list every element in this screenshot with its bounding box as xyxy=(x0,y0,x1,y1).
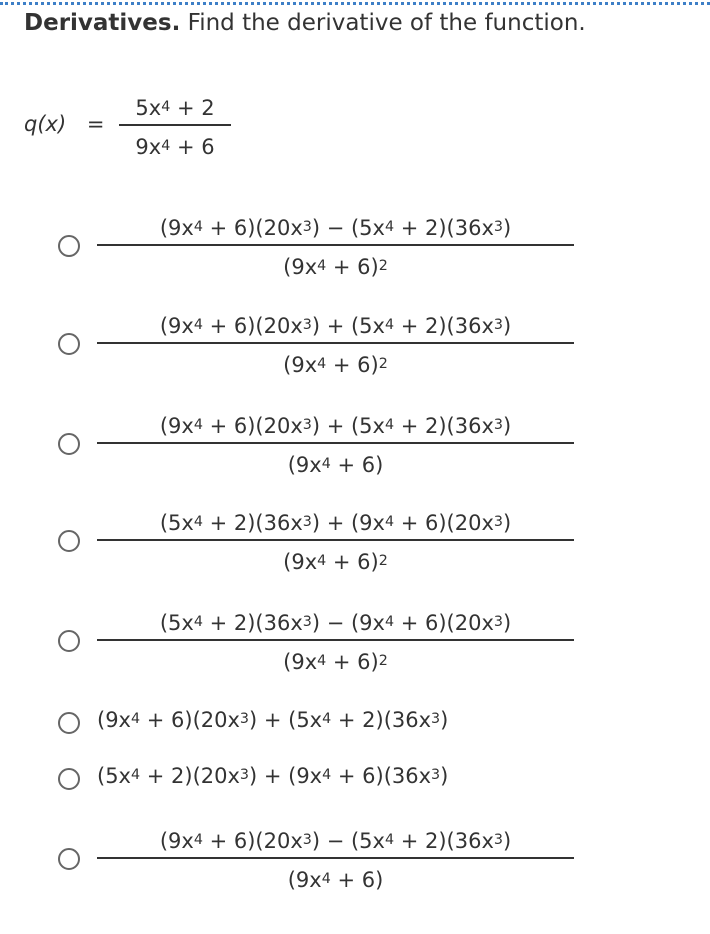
radio-button[interactable] xyxy=(58,712,80,734)
option-denominator: $(9x^4 + 6)$ xyxy=(287,453,384,477)
question-title: Derivatives. xyxy=(24,10,181,36)
option-fraction xyxy=(97,605,574,677)
option-numerator: $(9x^4 + 6)(20x^3) + (5x^4 + 2)(36x^3)$ xyxy=(159,314,512,338)
fraction-bar xyxy=(97,539,574,541)
radio-button[interactable] xyxy=(58,333,80,355)
option-denominator: $(9x^4 + 6)^2$ xyxy=(283,550,388,574)
radio-button[interactable] xyxy=(58,630,80,652)
equals-sign: = xyxy=(86,112,105,136)
option-fraction xyxy=(97,308,574,380)
option-fraction xyxy=(97,210,574,282)
fraction-bar xyxy=(119,124,231,126)
fraction-bar xyxy=(97,342,574,344)
option-denominator: $(9x^4 + 6)^2$ xyxy=(283,255,388,279)
radio-button[interactable] xyxy=(58,235,80,257)
function-denominator: $9x^4 + 6$ xyxy=(135,135,215,159)
question-header xyxy=(24,10,586,36)
option-expression: $(9x^4 + 6)(20x^3) + (5x^4 + 2)(36x^3)$ xyxy=(97,708,449,732)
option-numerator: $(5x^4 + 2)(36x^3) - (9x^4 + 6)(20x^3)$ xyxy=(159,611,512,635)
option-fraction xyxy=(97,505,574,577)
radio-button[interactable] xyxy=(58,530,80,552)
option-numerator: $(9x^4 + 6)(20x^3) - (5x^4 + 2)(36x^3)$ xyxy=(159,216,512,240)
option-numerator: $(9x^4 + 6)(20x^3) - (5x^4 + 2)(36x^3)$ xyxy=(159,829,512,853)
function-name: q(x) xyxy=(24,112,67,136)
function-fraction xyxy=(119,90,231,160)
radio-button[interactable] xyxy=(58,848,80,870)
option-denominator: $(9x^4 + 6)$ xyxy=(287,868,384,892)
question-instruction: Find the derivative of the function. xyxy=(187,10,586,36)
fraction-bar xyxy=(97,244,574,246)
option-denominator: $(9x^4 + 6)^2$ xyxy=(283,353,388,377)
radio-button[interactable] xyxy=(58,768,80,790)
option-denominator: $(9x^4 + 6)^2$ xyxy=(283,650,388,674)
option-fraction xyxy=(97,408,574,480)
fraction-bar xyxy=(97,639,574,641)
option-fraction xyxy=(97,823,574,895)
function-lhs xyxy=(24,112,104,136)
radio-button[interactable] xyxy=(58,433,80,455)
dotted-divider xyxy=(0,2,710,5)
function-numerator: $5x^4 + 2$ xyxy=(135,96,215,120)
fraction-bar xyxy=(97,857,574,859)
fraction-bar xyxy=(97,442,574,444)
option-expression: $(5x^4 + 2)(20x^3) + (9x^4 + 6)(36x^3)$ xyxy=(97,764,449,788)
option-numerator: $(9x^4 + 6)(20x^3) + (5x^4 + 2)(36x^3)$ xyxy=(159,414,512,438)
option-numerator: $(5x^4 + 2)(36x^3) + (9x^4 + 6)(20x^3)$ xyxy=(159,511,512,535)
